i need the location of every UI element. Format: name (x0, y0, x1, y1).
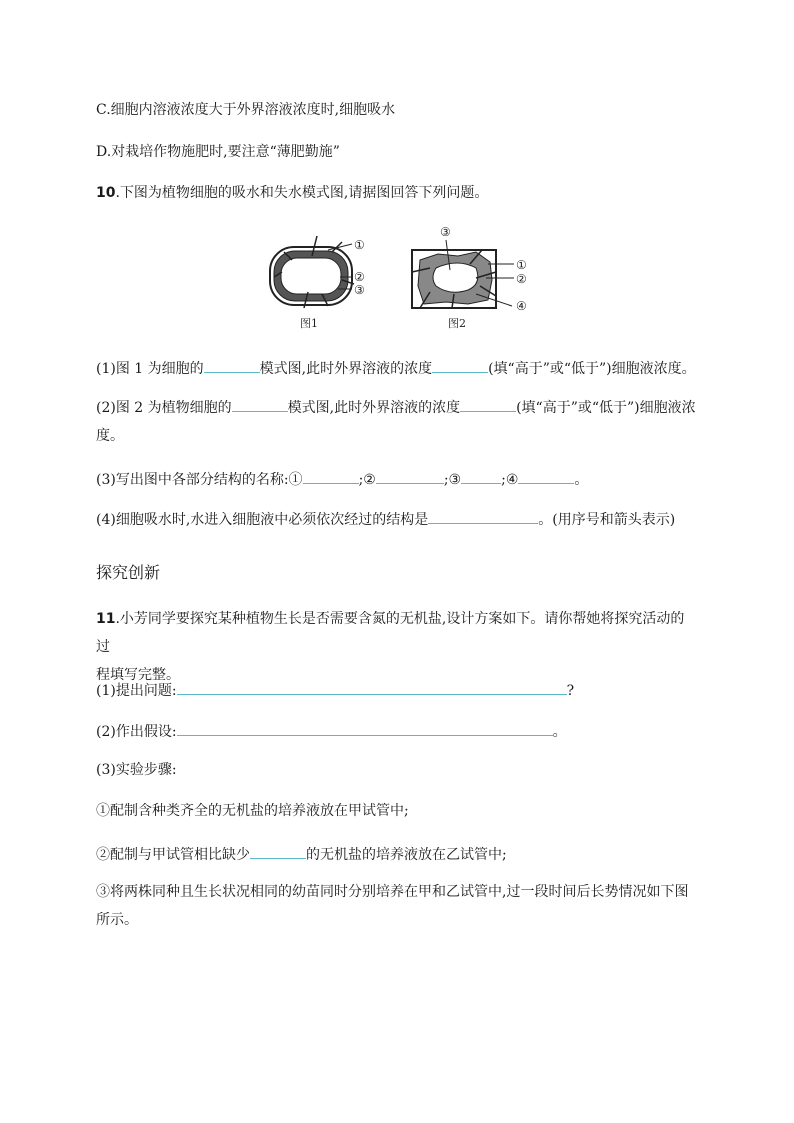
fig1-label-1: ① (354, 238, 365, 252)
question-11-stem: 11.小芳同学要探究某种植物生长是否需要含氮的无机盐,设计方案如下。请你帮她将探究活动的过 程填写完整。 (96, 611, 685, 683)
answer-blank[interactable] (428, 507, 538, 524)
q10-part-2: (2)图 2 为植物细胞的 模式图,此时外界溶液的浓度 (填“高于”或“低于”)细胞液浓 度。 (96, 394, 696, 450)
answer-blank[interactable] (250, 842, 306, 859)
answer-blank[interactable] (303, 467, 359, 484)
fig2-label-1: ① (516, 258, 527, 272)
fig1-label-3: ③ (354, 283, 365, 297)
answer-blank[interactable] (177, 719, 553, 736)
figure-1-diagram (270, 236, 354, 308)
answer-blank[interactable] (461, 467, 501, 484)
q10-part-1: (1)图 1 为细胞的 模式图,此时外界溶液的浓度 (填“高于”或“低于”)细胞液浓度。 (96, 356, 696, 379)
figure-2-diagram (412, 240, 514, 308)
answer-blank[interactable] (177, 678, 567, 695)
q11-step-3: ③将两株同种且生长状况相同的幼苗同时分别培养在甲和乙试管中,过一段时间后长势情况如下图 所示。 (96, 884, 689, 928)
cell-diagrams (262, 222, 552, 334)
figure-2-caption: 图2 (448, 317, 466, 330)
answer-blank[interactable] (432, 356, 488, 373)
section-title: 探究创新 (96, 563, 161, 582)
question-number: 11 (96, 611, 116, 627)
option-d: D.对栽培作物施肥时,要注意“薄肥勤施” (96, 144, 340, 160)
q11-part-1: (1)提出问题: ? (96, 678, 574, 701)
fig1-label-2: ② (354, 270, 365, 284)
answer-blank[interactable] (518, 467, 574, 484)
question-10-stem (96, 183, 488, 203)
figure-1-caption: 图1 (300, 317, 318, 330)
fig2-label-3: ③ (440, 225, 451, 239)
cell-diagram-figure (262, 222, 552, 334)
q11-step-2: ②配制与甲试管相比缺少 的无机盐的培养液放在乙试管中; (96, 842, 507, 865)
q11-part-3: (3)实验步骤: (96, 762, 177, 778)
q10-part-3: (3)写出图中各部分结构的名称:① ;② ;③ ;④ 。 (96, 467, 588, 490)
fig2-label-4: ④ (516, 299, 527, 313)
answer-blank[interactable] (460, 395, 516, 412)
question-text: .下图为植物细胞的吸水和失水模式图,请据图回答下列问题。 (115, 185, 489, 201)
answer-blank[interactable] (204, 356, 260, 373)
answer-blank[interactable] (232, 395, 288, 412)
q11-step-1: ①配制含种类齐全的无机盐的培养液放在甲试管中; (96, 803, 409, 819)
fig2-label-2: ② (516, 272, 527, 286)
q10-part-4: (4)细胞吸水时,水进入细胞液中必须依次经过的结构是 。(用序号和箭头表示) (96, 507, 675, 530)
q11-part-2: (2)作出假设: 。 (96, 719, 567, 742)
option-c: C.细胞内溶液浓度大于外界溶液浓度时,细胞吸水 (96, 102, 396, 118)
answer-blank[interactable] (376, 467, 444, 484)
question-number: 10 (96, 185, 116, 201)
